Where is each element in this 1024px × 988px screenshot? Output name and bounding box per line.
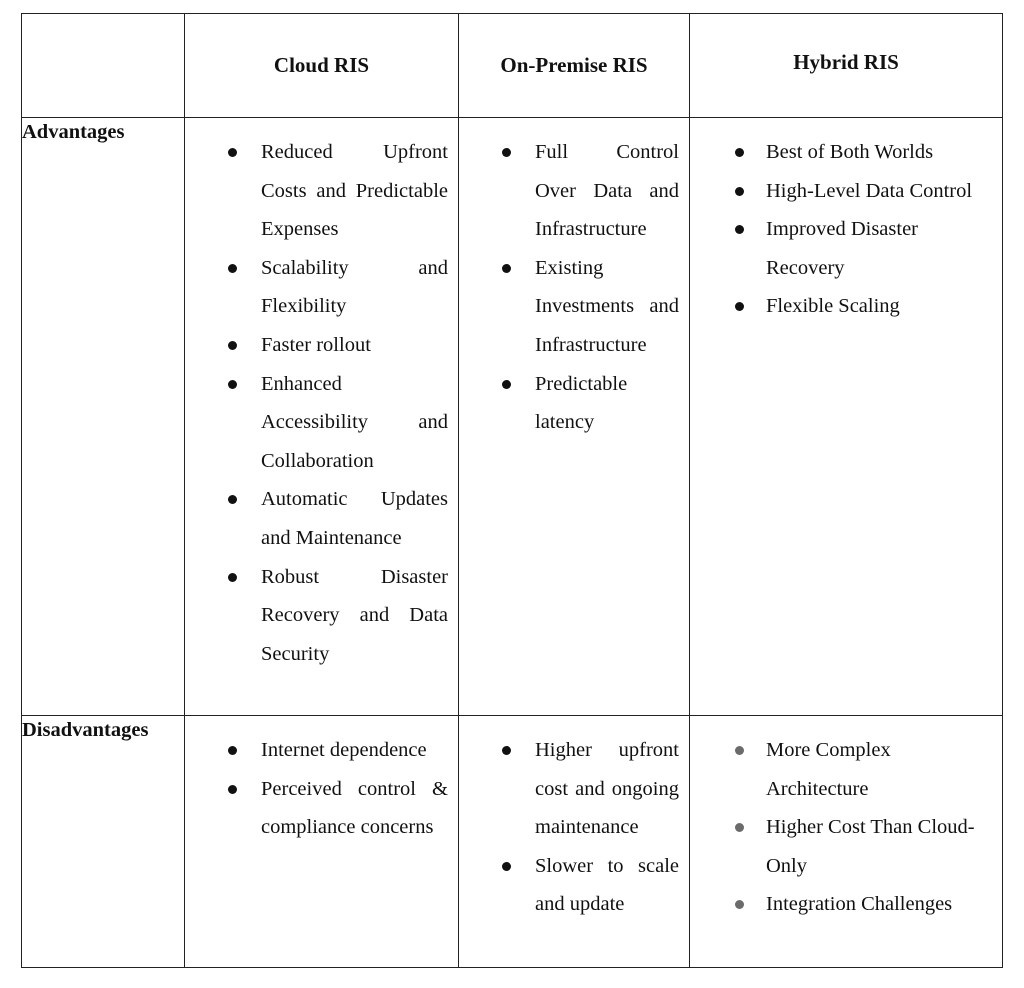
cloud-advantages-cell — [185, 118, 459, 716]
bullet-icon — [502, 264, 511, 273]
bullet-icon — [502, 862, 511, 871]
list-item: Higher upfront cost and ongoing maintenance — [459, 731, 689, 847]
list-item: Faster rollout — [185, 326, 458, 365]
header-cloud-ris: Cloud RIS — [185, 14, 459, 118]
list-item: Scalability and Flexibility — [185, 249, 458, 326]
bullet-icon — [502, 148, 511, 157]
bullet-icon — [228, 785, 237, 794]
list-item: Flexible Scaling — [690, 287, 1002, 326]
bullet-icon — [228, 573, 237, 582]
bullet-icon — [228, 746, 237, 755]
header-on-premise-ris: On-Premise RIS — [459, 14, 690, 118]
onprem-advantages-cell — [459, 118, 690, 716]
hybrid-advantages-cell — [690, 118, 1003, 716]
disadvantages-row — [22, 716, 1003, 968]
bullet-icon — [502, 380, 511, 389]
bullet-icon — [735, 823, 744, 832]
list-item: Automatic Updates and Maintenance — [185, 480, 458, 557]
bullet-icon — [735, 148, 744, 157]
bullet-icon — [735, 302, 744, 311]
list-item: Higher Cost Than Cloud-Only — [690, 808, 1002, 885]
bullet-icon — [735, 187, 744, 196]
advantages-row — [22, 118, 1003, 716]
list-item: Full Control Over Data and Infrastructure — [459, 133, 689, 249]
list-item: Slower to scale and update — [459, 847, 689, 924]
list-item: High-Level Data Control — [690, 172, 1002, 211]
onprem-disadvantages-cell — [459, 716, 690, 968]
bullet-icon — [228, 341, 237, 350]
list-item: More Complex Architecture — [690, 731, 1002, 808]
header-hybrid-ris — [690, 14, 1003, 118]
header-row — [22, 14, 1003, 118]
bullet-icon — [735, 900, 744, 909]
list-item: Enhanced Accessibility and Collaboration — [185, 365, 458, 481]
bullet-icon — [502, 746, 511, 755]
comparison-table — [21, 13, 1003, 968]
row-label-disadvantages: Disadvantages — [22, 716, 185, 968]
row-label-advantages: Advantages — [22, 118, 185, 716]
header-hybrid-ris-label: Hybrid RIS — [793, 50, 899, 74]
list-item: Best of Both Worlds — [690, 133, 1002, 172]
header-corner-cell — [22, 14, 185, 118]
list-item: Robust Disaster Recovery and Data Security — [185, 558, 458, 674]
list-item: Predictable latency — [459, 365, 689, 442]
hybrid-disadvantages-cell — [690, 716, 1003, 968]
bullet-icon — [228, 148, 237, 157]
cloud-disadvantages-cell — [185, 716, 459, 968]
bullet-icon — [228, 380, 237, 389]
list-item: Integration Challenges — [690, 885, 1002, 924]
list-item: Internet dependence — [185, 731, 458, 770]
list-item: Improved Disaster Recovery — [690, 210, 1002, 287]
bullet-icon — [228, 495, 237, 504]
list-item: Reduced Upfront Costs and Predictable Expenses — [185, 133, 458, 249]
bullet-icon — [735, 225, 744, 234]
list-item: Existing Investments and Infrastructure — [459, 249, 689, 365]
bullet-icon — [735, 746, 744, 755]
list-item: Perceived control & compliance concerns — [185, 770, 458, 847]
bullet-icon — [228, 264, 237, 273]
